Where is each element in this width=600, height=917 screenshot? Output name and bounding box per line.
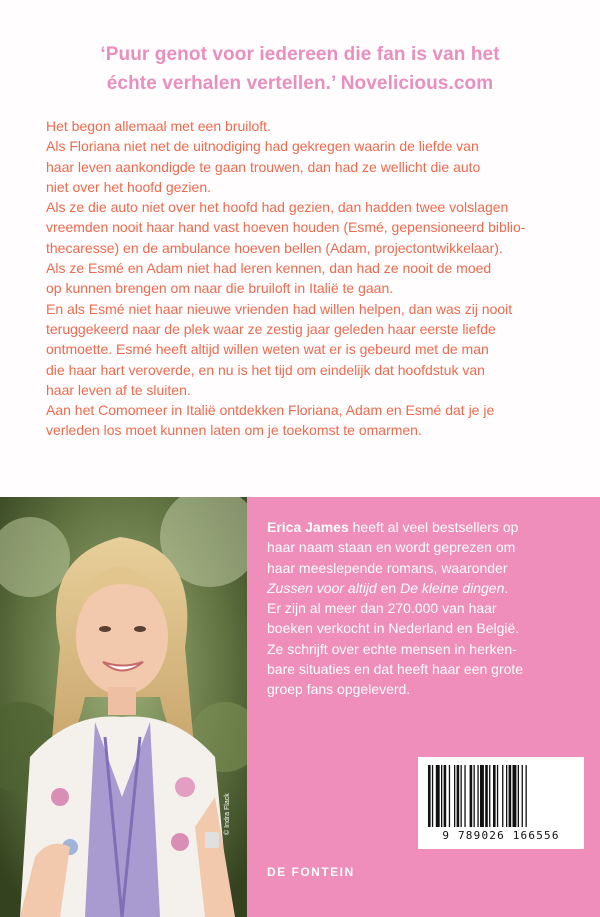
author-bio: [267, 517, 523, 700]
barcode-bar: [480, 765, 484, 827]
barcode-bar: [454, 765, 455, 827]
blurb-line: En als Esmé niet haar nieuwe vrienden had willen helpen, dan was zij nooit: [46, 300, 513, 317]
bio-line: Erica James heeft al veel bestsellers op: [267, 519, 519, 535]
bio-line: bare situaties en dat heeft haar een grote: [267, 661, 524, 678]
blurb-line: niet over het hoofd gezien.: [46, 178, 212, 195]
blurb-line: Als ze Esmé en Adam niet had leren kennen, dan had ze nooit de moed: [46, 260, 492, 277]
author-name: Erica James: [267, 519, 349, 535]
review-quote: [0, 40, 600, 98]
author-panel: [247, 497, 600, 917]
blurb-line: ontmoette. Esmé heeft altijd willen weten wat er is gebeurd met de man: [46, 341, 489, 358]
barcode-bar: [457, 765, 460, 827]
barcode-bar: [428, 765, 431, 827]
blurb-line: thecaresse) en de ambulance hoeven bellen (Adam, projectontwikkelaar).: [46, 239, 503, 256]
barcode-bar: [464, 765, 465, 827]
blurb-line: Aan het Comomeer in Italië ontdekken Floriana, Adam en Esmé dat je je: [46, 402, 495, 419]
bio-line: haar meeslepende romans, waaronder: [267, 559, 508, 576]
barcode-bar: [461, 765, 462, 827]
book-title: Zussen voor altijd: [267, 579, 377, 596]
bio-line: Ze schrijft over echte mensen in herken-: [267, 640, 517, 657]
blurb-line: op kunnen brengen om naar die bruiloft in Italië te gaan.: [46, 280, 394, 297]
barcode-bar: [497, 765, 498, 827]
blurb-text: [46, 116, 566, 441]
bio-line: haar naam staan en wordt geprezen om: [267, 539, 516, 556]
blurb-line: Als Floriana niet net de uitnodiging had gekregen waarin de liefde van: [46, 138, 479, 155]
barcode-bar: [474, 765, 475, 827]
barcode-bar: [489, 765, 490, 827]
barcode-bars: [426, 765, 576, 827]
barcode-bar: [509, 765, 512, 827]
bio-line: groep fans opgeleverd.: [267, 681, 411, 698]
publisher-logo: DE FONTEIN: [267, 865, 355, 879]
blurb-line: teruggekeerd naar de plek waar ze zestig jaar geleden haar eerste liefde: [46, 320, 496, 337]
barcode-bar: [526, 765, 527, 827]
isbn-number: 9 789026 166556: [442, 829, 560, 842]
book-title: De kleine dingen: [400, 579, 505, 596]
barcode-bar: [432, 765, 433, 827]
barcode-bar: [449, 765, 450, 827]
quote-line: ‘Puur genot voor iedereen die fan is van het: [100, 44, 500, 65]
barcode-bar: [513, 765, 517, 827]
quote-line: échte verhalen vertellen.’ Novelicious.com: [106, 73, 494, 94]
barcode-bar: [485, 765, 488, 827]
isbn-barcode: [418, 757, 584, 849]
blurb-line: Als ze die auto niet over het hoofd had gezien, dan hadden twee volslagen: [46, 199, 509, 216]
bio-line: boeken verkocht in Nederland en België.: [267, 620, 520, 637]
barcode-bar: [502, 765, 503, 827]
blurb-line: verleden los moet kunnen laten om je toekomst te omarmen.: [46, 422, 422, 439]
barcode-bar: [506, 765, 507, 827]
photo-credit: © Indra Flack: [224, 793, 231, 835]
barcode-bar: [477, 765, 478, 827]
author-portrait-illustration: [0, 497, 247, 917]
barcode-bar: [441, 765, 442, 827]
blurb-line: die haar hart veroverde, en nu is het tijd om eindelijk dat hoofdstuk van: [46, 361, 485, 378]
barcode-bar: [518, 765, 519, 827]
author-photo: [0, 497, 247, 917]
bio-line: Er zijn al meer dan 270.000 van haar: [267, 600, 497, 617]
barcode-bar: [444, 765, 447, 827]
barcode-bar: [436, 765, 440, 827]
blurb-line: haar leven aankondigde te gaan trouwen, dan had ze wellicht die auto: [46, 158, 481, 175]
barcode-bar: [493, 765, 496, 827]
bio-line: Zussen voor altijd en De kleine dingen.: [267, 579, 509, 596]
blurb-line: haar leven af te sluiten.: [46, 381, 191, 398]
barcode-bar: [522, 765, 523, 827]
blurb-line: Het begon allemaal met een bruiloft.: [46, 118, 271, 134]
barcode-bar: [470, 765, 473, 827]
blurb-line: vreemden nooit haar hand vast hoeven houden (Esmé, gepensioneerd biblio-: [46, 219, 526, 236]
